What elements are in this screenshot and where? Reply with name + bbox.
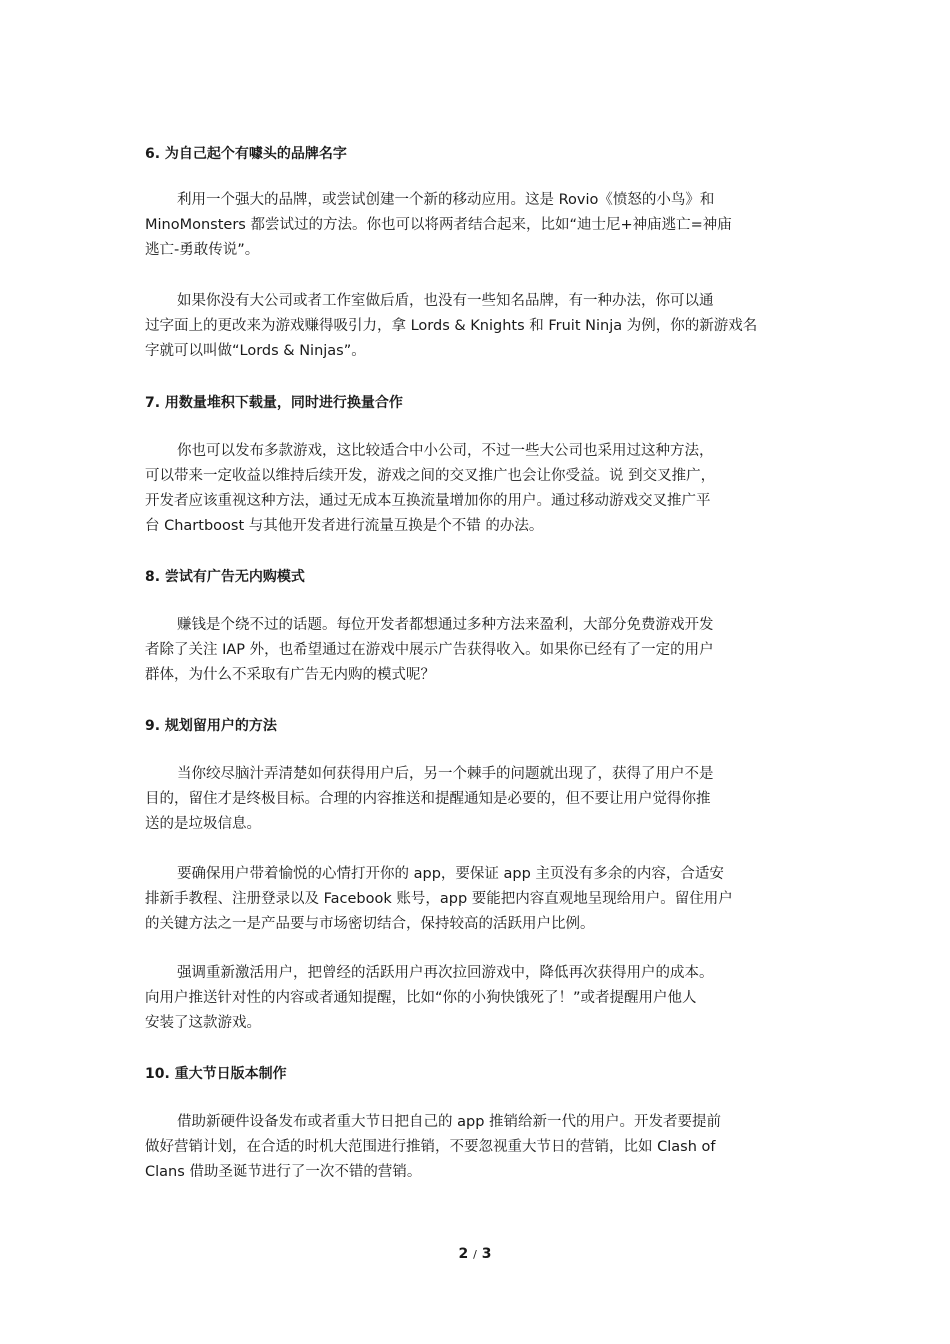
paragraph-line: 台 Chartboost 与其他开发者进行流量互换是个不错 的办法。 xyxy=(145,518,544,534)
section-heading: 8. 尝试有广告无内购模式 xyxy=(145,569,305,585)
paragraph-line: 要确保用户带着愉悦的心情打开你的 app，要保证 app 主页没有多余的内容，合适安 xyxy=(177,866,724,882)
paragraph-line: 借助新硬件设备发布或者重大节日把自己的 app 推销给新一代的用户。开发者要提前 xyxy=(177,1114,722,1130)
paragraph xyxy=(145,439,805,539)
paragraph-line: 过字面上的更改来为游戏赚得吸引力，拿 Lords & Knights 和 Fruit Ninja 为例，你的新游戏名 xyxy=(145,318,758,334)
paragraph-line: 可以带来一定收益以维持后续开发，游戏之间的交叉推广也会让你受益。说 到交叉推广， xyxy=(145,468,716,484)
paragraph-line: 开发者应该重视这种方法，通过无成本互换流量增加你的用户。通过移动游戏交叉推广平 xyxy=(145,493,711,509)
paragraph-line: 群体，为什么不采取有广告无内购的模式呢？ xyxy=(145,667,435,683)
paragraph-line: 做好营销计划，在合适的时机大范围进行推销，不要忽视重大节日的营销，比如 Clash of xyxy=(145,1139,716,1155)
paragraph-line: 字就可以叫做“Lords & Ninjas”。 xyxy=(145,343,366,359)
paragraph-line: 排新手教程、注册登录以及 Facebook 账号，app 要能把内容直观地呈现给用户。留住用户 xyxy=(145,891,733,907)
paragraph-line: 赚钱是个绕不过的话题。每位开发者都想通过多种方法来盈利，大部分免费游戏开发 xyxy=(177,617,714,633)
paragraph-line: 利用一个强大的品牌，或尝试创建一个新的移动应用。这是 Rovio《愤怒的小鸟》和 xyxy=(177,192,715,208)
paragraph-line: 当你绞尽脑汁弄清楚如何获得用户后，另一个棘手的问题就出现了，获得了用户不是 xyxy=(177,766,714,782)
page-separator: / xyxy=(473,1248,477,1261)
paragraph xyxy=(145,862,805,937)
paragraph-line: 强调重新激活用户，把曾经的活跃用户再次拉回游戏中，降低再次获得用户的成本。 xyxy=(177,965,714,981)
paragraph-line: 如果你没有大公司或者工作室做后盾，也没有一些知名品牌，有一种办法，你可以通 xyxy=(177,293,714,309)
paragraph xyxy=(145,961,805,1036)
paragraph-line: 你也可以发布多款游戏，这比较适合中小公司，不过一些大公司也采用过这种方法， xyxy=(177,443,714,459)
paragraph-line: 送的是垃圾信息。 xyxy=(145,816,261,832)
paragraph xyxy=(145,1110,805,1185)
paragraph xyxy=(145,613,805,688)
paragraph-line: 的关键方法之一是产品要与市场密切结合，保持较高的活跃用户比例。 xyxy=(145,916,595,932)
paragraph-line: MinoMonsters 都尝试过的方法。你也可以将两者结合起来，比如“迪士尼+神庙逃亡=神庙 xyxy=(145,217,732,233)
paragraph-line: 目的，留住才是终极目标。合理的内容推送和提醒通知是必要的，但不要让用户觉得你推 xyxy=(145,791,711,807)
section-heading: 7. 用数量堆积下载量，同时进行换量合作 xyxy=(145,395,403,411)
paragraph-line: 者除了关注 IAP 外，也希望通过在游戏中展示广告获得收入。如果你已经有了一定的用户 xyxy=(145,642,714,658)
paragraph xyxy=(145,188,805,263)
paragraph xyxy=(145,762,805,837)
section-heading: 9. 规划留用户的方法 xyxy=(145,718,277,734)
page-current: 2 xyxy=(458,1246,469,1262)
section-heading: 6. 为自己起个有噱头的品牌名字 xyxy=(145,146,347,162)
paragraph-line: Clans 借助圣诞节进行了一次不错的营销。 xyxy=(145,1164,422,1180)
page-total: 3 xyxy=(481,1246,492,1262)
page-number xyxy=(0,1244,950,1265)
paragraph-line: 安装了这款游戏。 xyxy=(145,1015,261,1031)
section-heading: 10. 重大节日版本制作 xyxy=(145,1066,287,1082)
paragraph-line: 逃亡-勇敢传说”。 xyxy=(145,242,260,258)
paragraph xyxy=(145,289,805,364)
paragraph-line: 向用户推送针对性的内容或者通知提醒，比如“你的小狗快饿死了！”或者提醒用户他人 xyxy=(145,990,697,1006)
